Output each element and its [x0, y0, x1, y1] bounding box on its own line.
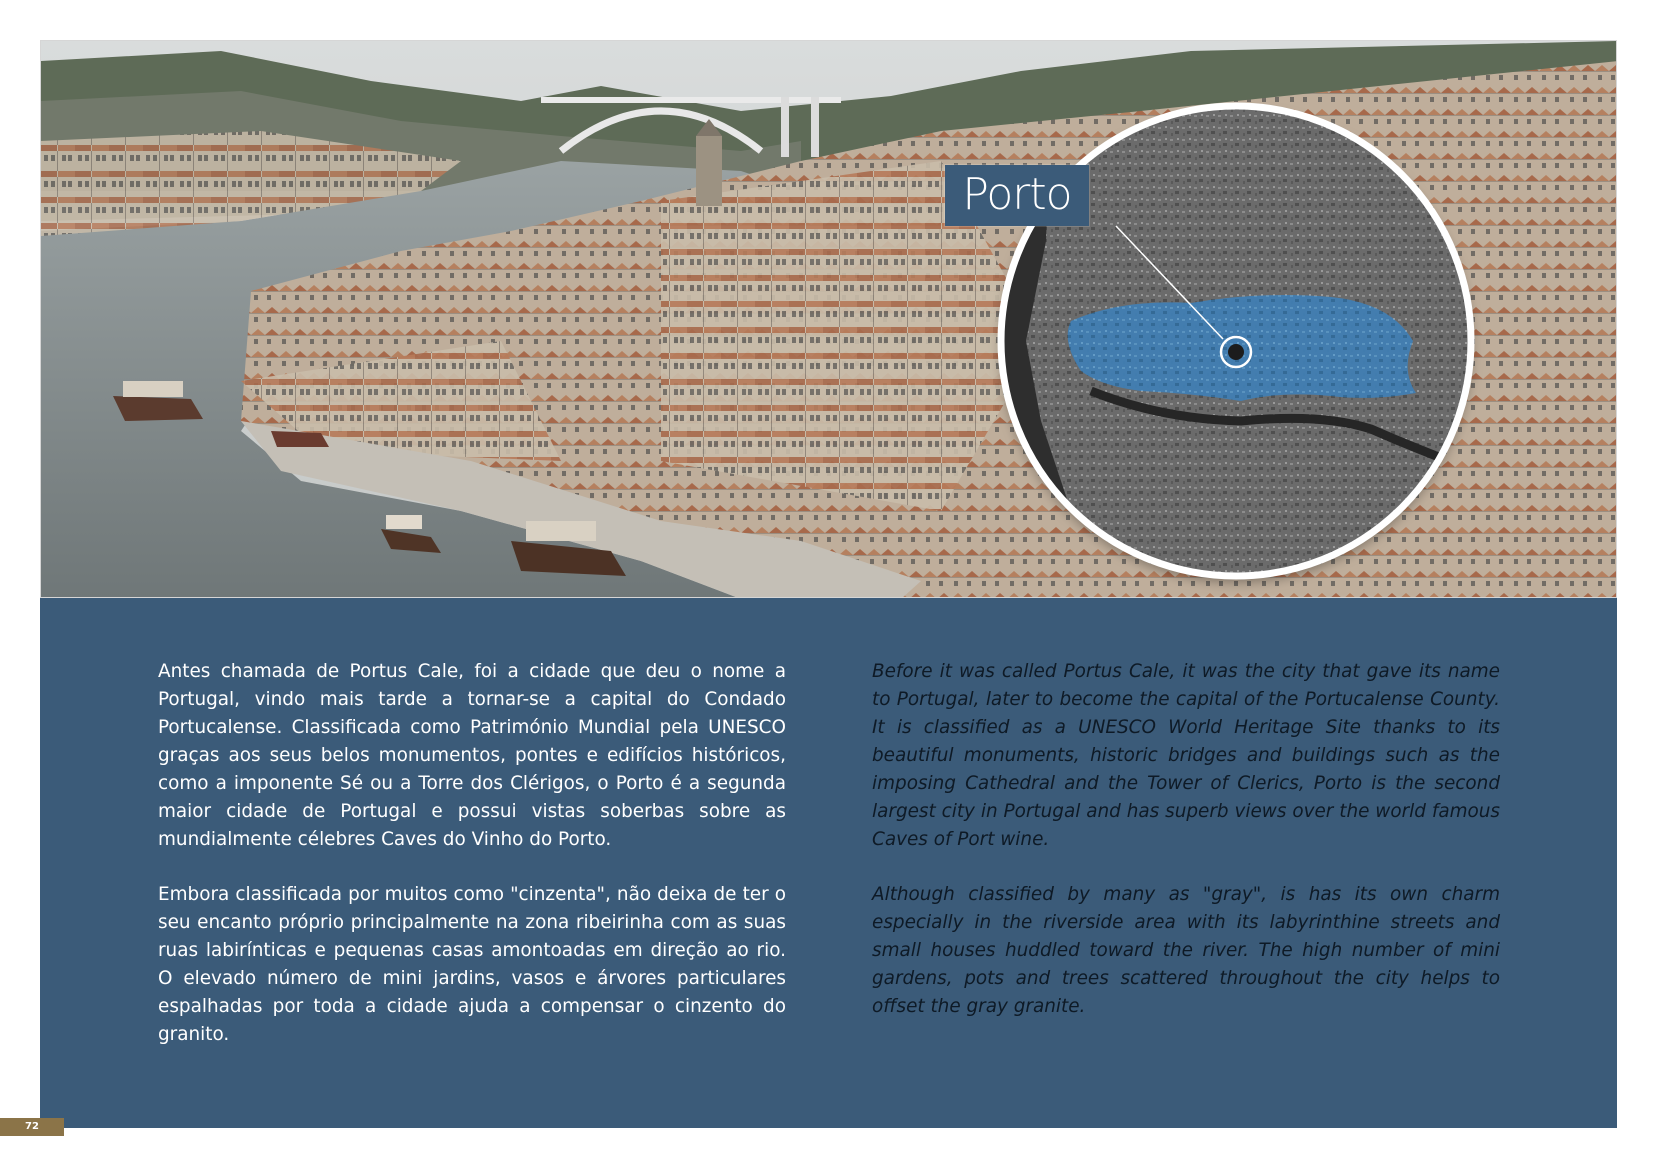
- english-column: [872, 658, 1500, 1048]
- en-paragraph-1: Before it was called Portus Cale, it was the city that gave its name to Portugal, later to become the capital of the Portucalense County. It is classified as a UNESCO World Heritage Site thanks to its beautiful monuments, historic bridges and buildings such as the imposing Cathedral and the Tower of Clerics, Porto is the second largest city in Portugal and has superb views over the world famous Caves of Port wine.: [872, 661, 1500, 850]
- church-tower: [696, 136, 722, 206]
- porto-riverside-photo: [41, 41, 1617, 598]
- page-number: 72: [0, 1118, 64, 1136]
- map-title: Porto: [962, 169, 1072, 220]
- en-paragraph-2: Although classified by many as "gray", is has its own charm especially in the riverside area with its labyrinthine streets and small houses huddled toward the river. The high number of mini gardens, pots and trees scattered throughout the city helps to offset the gray granite.: [872, 884, 1500, 1017]
- porto-title-label: [945, 165, 1089, 226]
- pt-paragraph-2: Embora classificada por muitos como "cinzenta", não deixa de ter o seu encanto próprio principalmente na zona ribeirinha com as suas ruas labirínticas e pequenas casas amontoadas em direção ao rio. O elevado número de mini jardins, vasos e árvores particulares espalhadas por toda a cidade ajuda a compensar o cinzento do granito.: [158, 884, 786, 1045]
- city-photo: [40, 40, 1617, 598]
- text-panel: [40, 598, 1617, 1128]
- pt-paragraph-1: Antes chamada de Portus Cale, foi a cidade que deu o nome a Portugal, vindo mais tarde a tornar-se a capital do Condado Portucalense. Classificada como Património Mundial pela UNESCO graças aos seus belos monumentos, pontes e edifícios históricos, como a imponente Sé ou a Torre dos Clérigos, o Porto é a segunda maior cidade de Portugal e possui vistas soberbas sobre as mundialmente célebres Caves do Vinho do Porto.: [158, 661, 786, 850]
- portuguese-column: [158, 658, 786, 1076]
